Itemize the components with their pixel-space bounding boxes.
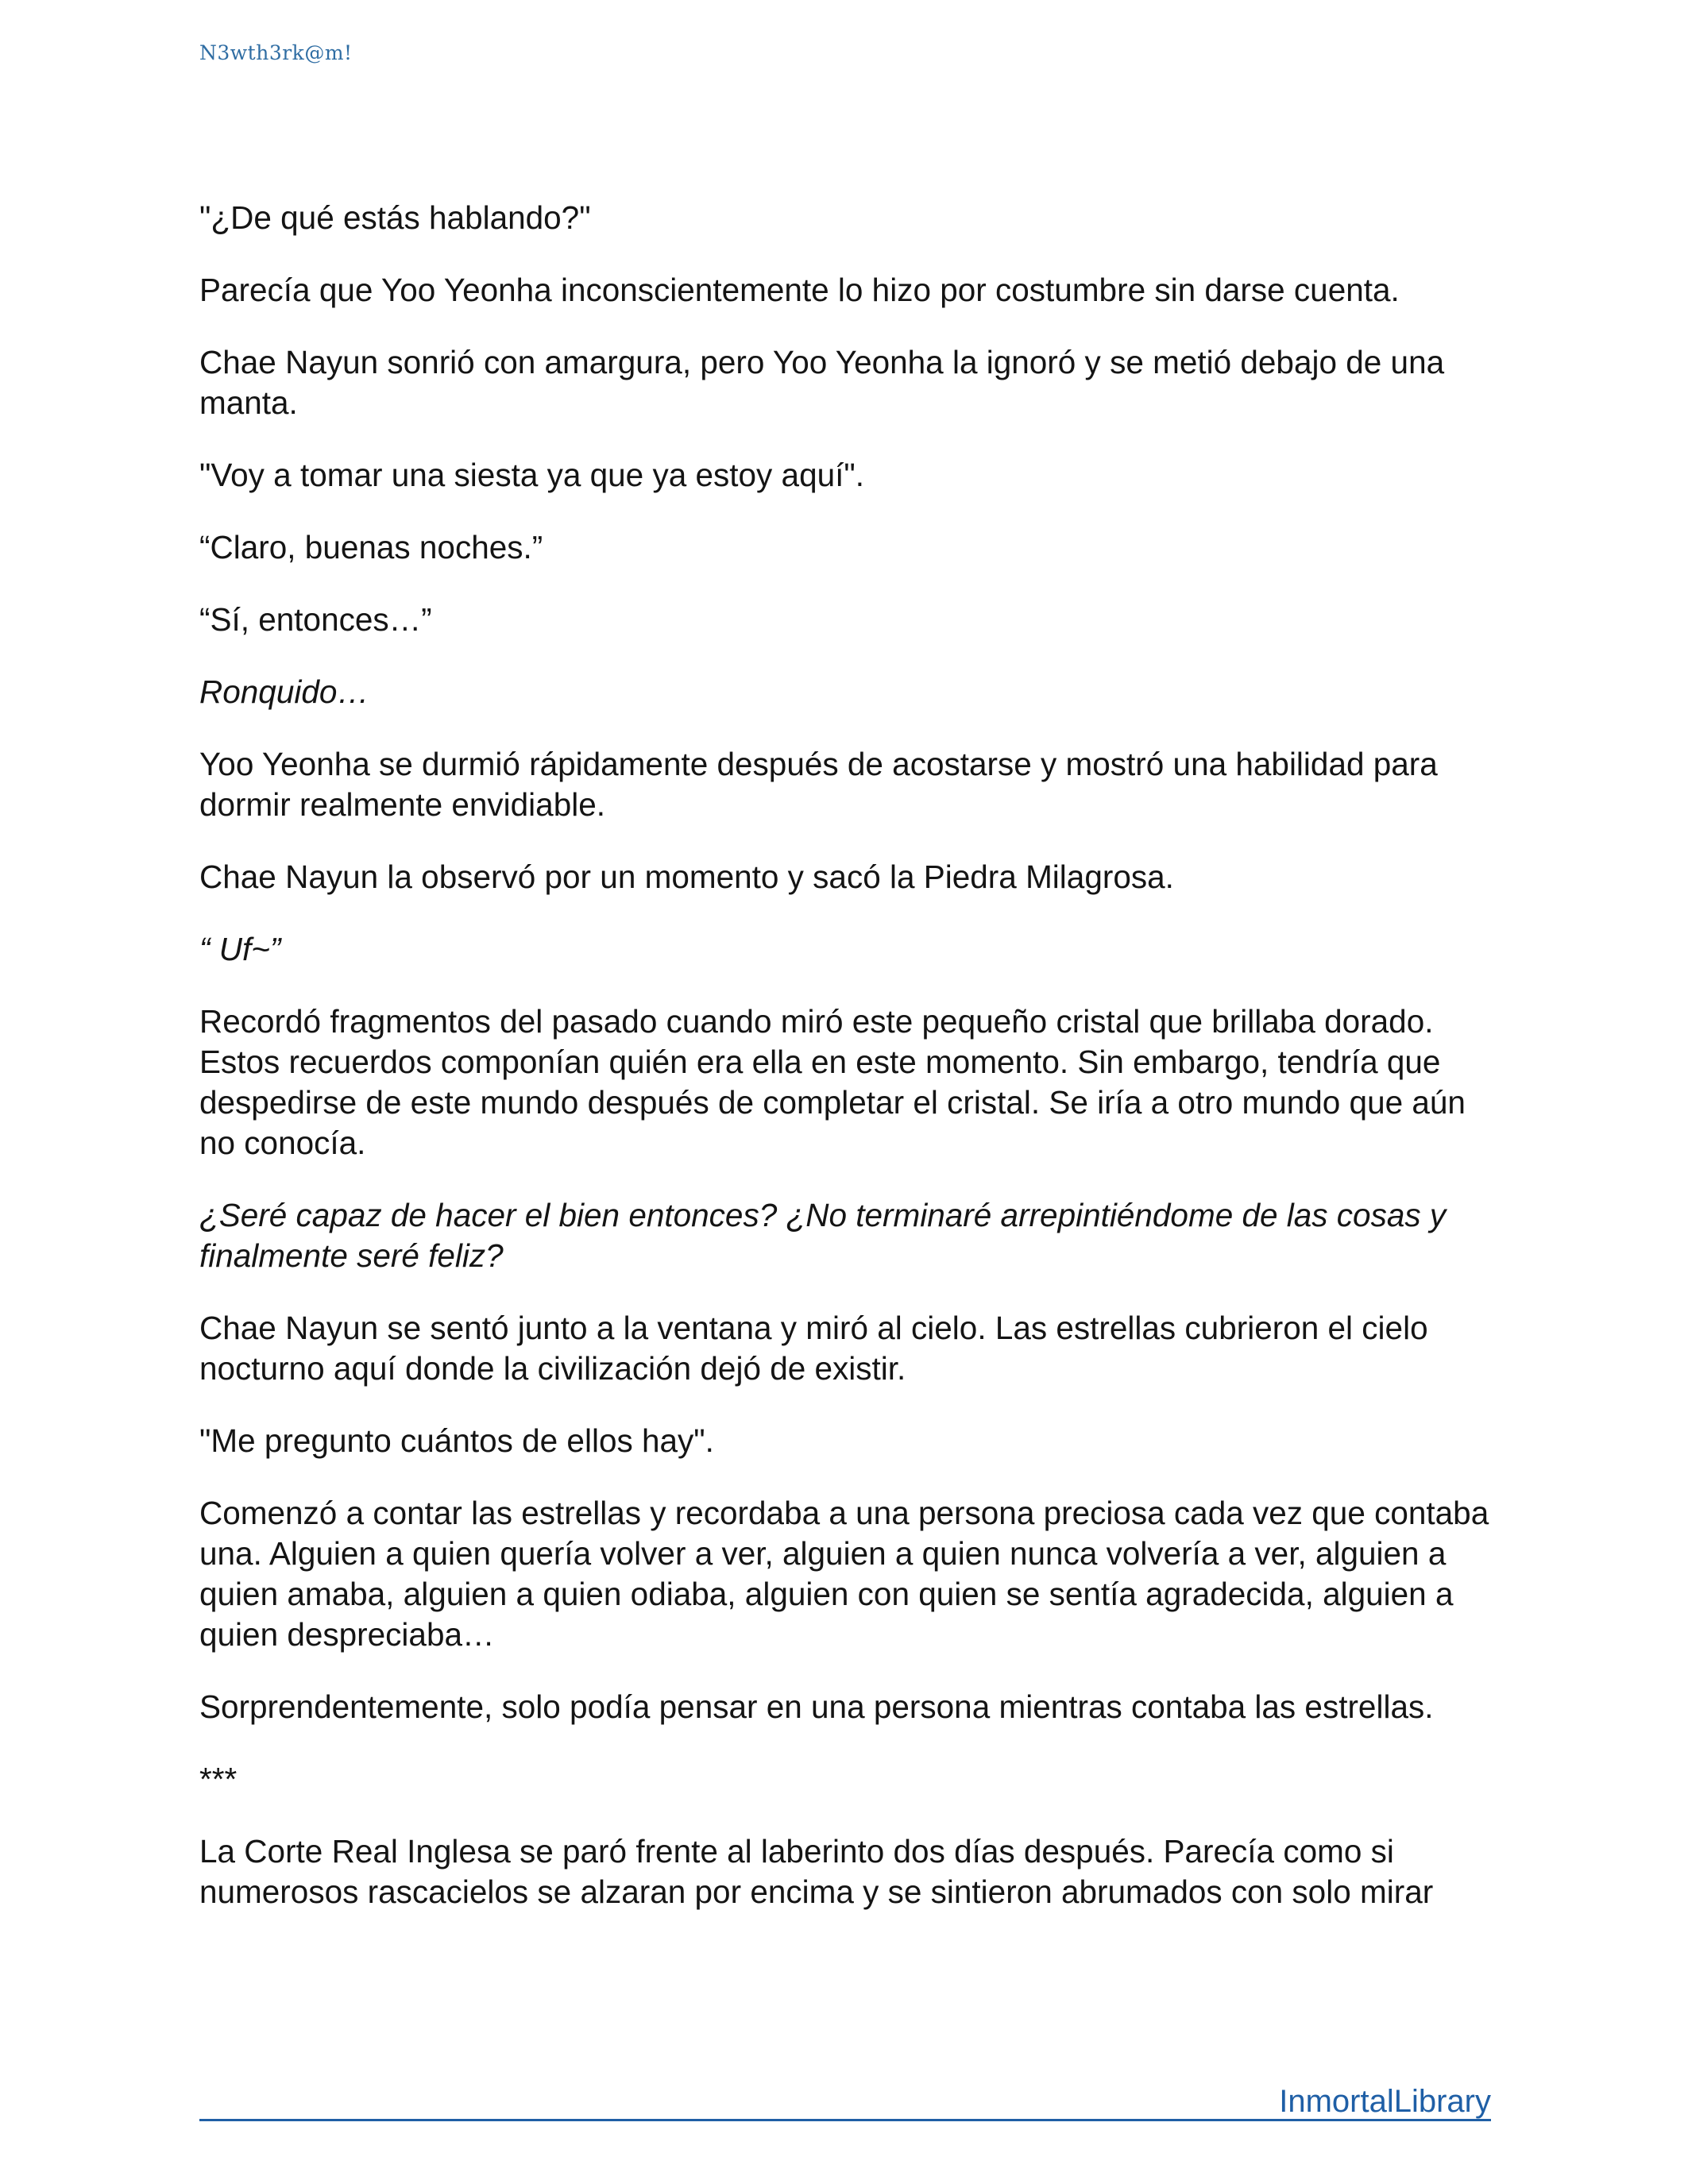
paragraph: "Voy a tomar una siesta ya que ya estoy aquí". xyxy=(199,457,864,493)
paragraph: Chae Nayun la observó por un momento y sacó la Piedra Milagrosa. xyxy=(199,859,1174,895)
paragraph: Parecía que Yoo Yeonha inconscientemente lo hizo por costumbre sin darse cuenta. xyxy=(199,272,1400,308)
paragraph-italic: “ Uf~” xyxy=(199,931,281,967)
paragraph: Comenzó a contar las estrellas y recordaba a una persona preciosa cada vez que contaba una. Alguien a quien quería volver a ver, alguien a quien nunca volvería a ver, alguien a quien amaba, alguien a quien odiaba, alguien con quien se sentía agradecida, alguien a quien despreciaba… xyxy=(199,1495,1489,1653)
paragraph: Chae Nayun se sentó junto a la ventana y miró al cielo. Las estrellas cubrieron el cielo nocturno aquí donde la civilización dejó de existir. xyxy=(199,1310,1428,1387)
header-watermark: N3wth3rk@m! xyxy=(199,41,353,64)
paragraph: Recordó fragmentos del pasado cuando miró este pequeño cristal que brillaba dorado. Estos recuerdos componían quién era ella en este momento. Sin embargo, tendría que despedirse de este mundo después de completar el cristal. Se iría a otro mundo que aún no conocía. xyxy=(199,1003,1466,1161)
footer-library-link[interactable]: InmortalLibrary xyxy=(199,2084,1491,2121)
scene-break: *** xyxy=(199,1761,238,1797)
paragraph-italic: ¿Seré capaz de hacer el bien entonces? ¿No terminaré arrepintiéndome de las cosas y finalmente seré feliz? xyxy=(199,1197,1447,1274)
paragraph-italic: Ronquido… xyxy=(199,673,369,710)
paragraph: Sorprendentemente, solo podía pensar en una persona mientras contaba las estrellas. xyxy=(199,1688,1434,1725)
paragraph: "¿De qué estás hablando?" xyxy=(199,199,591,236)
paragraph: “Sí, entonces…” xyxy=(199,601,432,638)
paragraph: Yoo Yeonha se durmió rápidamente después de acostarse y mostró una habilidad para dormir realmente envidiable. xyxy=(199,746,1438,823)
paragraph: La Corte Real Inglesa se paró frente al laberinto dos días después. Parecía como si numerosos rascacielos se alzaran por encima y se sintieron abrumados con solo mirar xyxy=(199,1833,1434,1910)
document-body xyxy=(199,198,1494,1944)
paragraph: "Me pregunto cuántos de ellos hay". xyxy=(199,1422,714,1459)
paragraph: “Claro, buenas noches.” xyxy=(199,529,543,565)
paragraph: Chae Nayun sonrió con amargura, pero Yoo Yeonha la ignoró y se metió debajo de una manta. xyxy=(199,344,1445,421)
